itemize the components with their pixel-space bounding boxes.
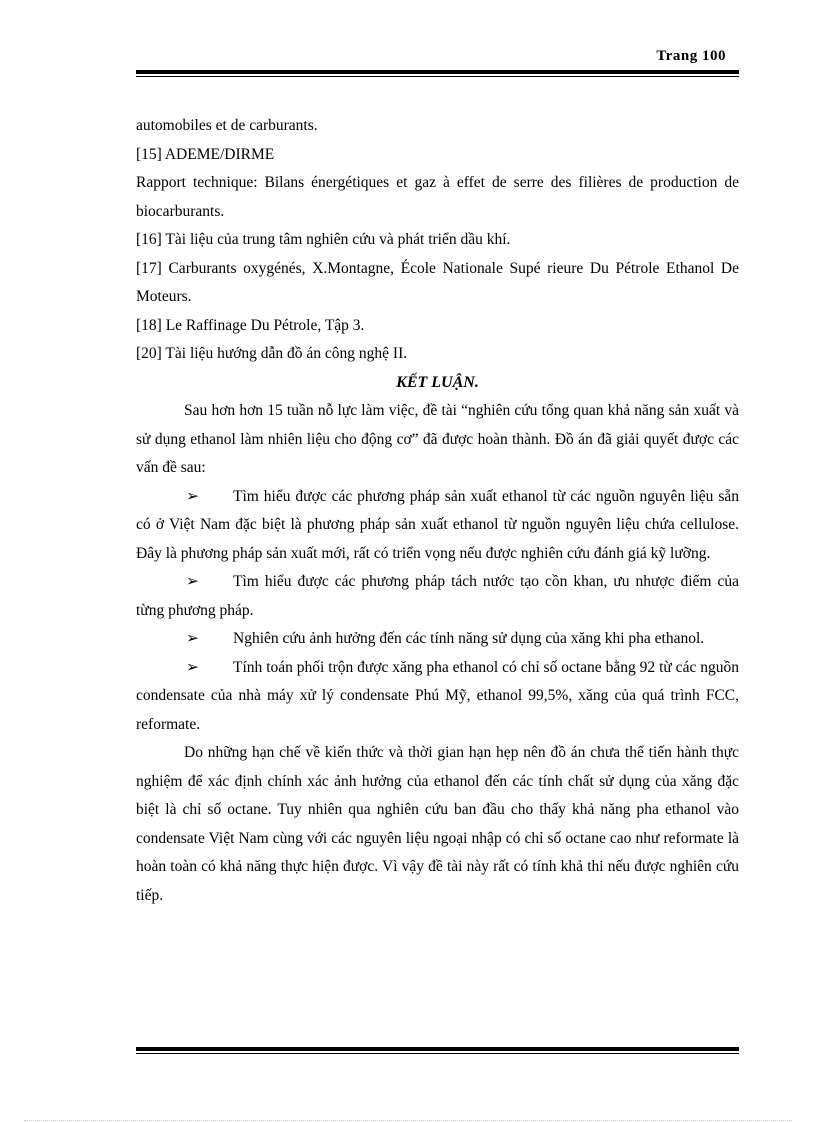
arrow-bullet-icon: ➢ [186,487,199,505]
conclusion-title: KẾT LUẬN. [396,373,479,391]
header-rule [136,70,739,77]
bullet-text: Tìm hiểu được các phương pháp sản xuất ethanol từ các nguồn nguyên liệu sẵn có ở Việt Nam đặc biệt là phương pháp sản xuất ethanol từ nguồn nguyên liệu chứa cellulose. Đây là phương pháp sản xuất mới, rất có triển vọng nếu được nghiên cứu đánh giá kỹ lưỡng. [136,487,739,562]
arrow-bullet-icon: ➢ [186,573,199,590]
footer-rule [136,1047,739,1054]
conclusion-closing: Do những hạn chế về kiến thức và thời gian hạn hẹp nên đồ án chưa thể tiến hành thực nghiệm để xác định chính xác ảnh hưởng của ethanol đến các tính chất sử dụng của xăng đặc biệt là chỉ số octane. Tuy nhiên qua nghiên cứu ban đầu cho thấy khả năng pha ethanol vào condensate Việt Nam cùng với các nguyên liệu ngoại nhập có chỉ số octane cao như reformate là hoàn toàn có khả năng thực hiện được. Vì vậy đề tài này rất có tính khả thi nếu được nghiên cứu tiếp. [136,744,739,904]
conclusion-intro: Sau hơn hơn 15 tuần nỗ lực làm việc, đề tài “nghiên cứu tổng quan khả năng sản xuất và sử dụng ethanol làm nhiên liệu cho động cơ” đã được hoàn thành. Đồ án đã giải quyết được các vấn đề sau: [136,402,739,476]
reference-17: [17] Carburants oxygénés, X.Montagne, École Nationale Supé rieure Du Pétrole Ethanol De Moteurs. [136,259,739,305]
page-edge-divider [24,1120,792,1121]
page-number-header: Trang 100 [656,48,726,64]
bullet-text: Nghiên cứu ảnh hưởng đến các tính năng sử dụng của xăng khi pha ethanol. [233,630,705,647]
bullet-text: Tìm hiểu được các phương pháp tách nước tạo cồn khan, ưu nhược điểm của từng phương pháp. [136,573,739,619]
conclusion-bullet-3 [136,625,739,654]
conclusion-bullet-2 [136,568,739,625]
conclusion-bullet-1 [136,483,739,569]
reference-20: [20] Tài liệu hướng dẫn đồ án công nghệ II. [136,345,408,362]
conclusion-bullet-4 [136,654,739,740]
bullet-text: Tính toán phối trộn được xăng pha ethanol có chỉ số octane bằng 92 từ các nguồn condensate của nhà máy xử lý condensate Phú Mỹ, ethanol 99,5%, xăng của quá trình FCC, reformate. [136,658,739,733]
reference-15: [15] ADEME/DIRME [136,145,275,163]
arrow-bullet-icon: ➢ [186,630,199,647]
arrow-bullet-icon: ➢ [186,658,199,676]
reference-16: [16] Tài liệu của trung tâm nghiên cứu và phát triển dầu khí. [136,231,511,248]
page-body [136,112,739,910]
reference-18: [18] Le Raffinage Du Pétrole, Tập 3. [136,316,365,334]
reference-15-detail: Rapport technique: Bilans énergétiques et gaz à effet de serre des filières de production de biocarburants. [136,174,739,220]
reference-continuation: automobiles et de carburants. [136,117,318,134]
